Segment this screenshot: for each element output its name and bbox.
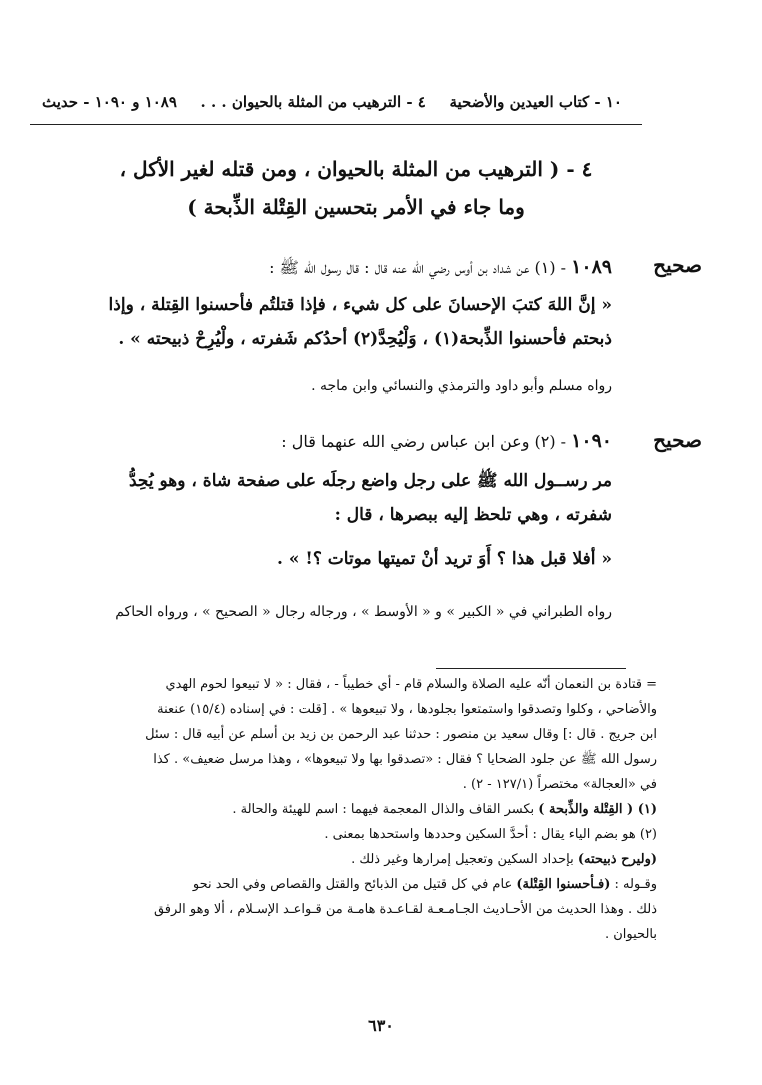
hadith-1090-text bbox=[40, 464, 612, 576]
hadith-1090-line-1: مر رســول الله ﷺ على رجل واضع رجلَه على صفحة شاة ، وهو يُحِدُّ bbox=[128, 471, 612, 491]
header-hadith-range: ١٠٨٩ و ١٠٩٠ - حديث bbox=[42, 93, 177, 111]
chapter-title bbox=[90, 150, 622, 226]
grade-label-1089: صحيح bbox=[653, 253, 702, 277]
footnote-4-text: عام في كل قتيل من الذبائح والقتل والقصاص وفي الحد نحو bbox=[192, 877, 513, 892]
hadith-1089-intro bbox=[60, 252, 612, 283]
hadith-1090-line-2: شفرته ، وهي تلحظ إليه ببصرها ، قال : bbox=[334, 505, 612, 525]
hadith-1090-intro bbox=[60, 426, 612, 457]
footnote-cont-line-3: ابن جريج . قال :] وقال سعيد بن منصور : حدثنا عبد الرحمن بن زيد بن أسلم عن أبيه قال : سئل bbox=[145, 727, 657, 742]
chapter-title-line-2: وما جاء في الأمر بتحسين القِتْلة الذِّبحة ) bbox=[187, 195, 525, 219]
hadith-number-1090: ١٠٩٠ bbox=[571, 430, 612, 452]
hadith-1089-line-1: « إنَّ اللهَ كتبَ الإحسانَ على كل شيء ، فإذا قتلتُم فأحسنوا القِتلة ، وإذا bbox=[108, 295, 612, 315]
header-book-chapter: ١٠ - كتاب العيدين والأضحية bbox=[449, 93, 622, 111]
footnote-2: (٢) هو بضم الياء يقال : أحدَّ السكين وحددها واستحدها بمعنى . bbox=[324, 827, 657, 842]
page-number: ٦٣٠ bbox=[368, 1016, 394, 1035]
hadith-1089-line-2: ذبحتم فأحسنوا الذِّبحة(١) ، وَلْيُحِدَّ(٢) أحدُكم شَفرته ، ولْيُرِحْ ذبيحته » . bbox=[118, 329, 612, 349]
chapter-title-line-1: ٤ - ( الترهيب من المثلة بالحيوان ، ومن قتله لغير الأكل ، bbox=[119, 157, 593, 181]
hadith-1089-isnad: - (١) عن شداد بن أوس رضي الله عنه قال : قال رسول الله ﷺ : bbox=[269, 258, 567, 277]
footnote-4-line-2: ذلك . وهذا الحديث من الأحـاديث الجـامـعـة لقـاعـدة هامـة من قـواعـد الإسـلام ، ألا وهو الرفق bbox=[153, 902, 657, 917]
footnote-4 bbox=[40, 872, 657, 897]
footnotes bbox=[40, 672, 657, 947]
footnote-4-term: (فـأحسنوا القِتْلة) bbox=[516, 877, 611, 892]
footnote-3-term: (وليرح ذبيحته) bbox=[577, 852, 657, 867]
footnote-3-text: بإحداد السكين وتعجيل إمرارها وغير ذلك . bbox=[351, 852, 574, 867]
footnote-cont-line-2: والأضاحي ، وكلوا وتصدقوا واستمتعوا بجلودها ، ولا تبيعوها » . [قلت : في إسناده (١٥/٤) عنعنة bbox=[157, 702, 657, 717]
hadith-1089-source: رواه مسلم وأبو داود والترمذي والنسائي وابن ماجه . bbox=[311, 378, 612, 394]
footnote-cont-line-5: في «العجالة» مختصراً (١٢٧/١ - ٢) . bbox=[462, 777, 657, 792]
footnote-cont-line-1: = قتادة بن النعمان أنّه عليه الصلاة والسلام قام - أي خطيباً - ، فقال : « لا تبيعوا لحوم الهدي bbox=[165, 677, 657, 692]
header-divider bbox=[30, 124, 642, 125]
footnote-4-prefix: وقـوله : bbox=[614, 877, 657, 892]
footnote-divider bbox=[436, 668, 626, 669]
running-header bbox=[42, 90, 622, 114]
hadith-1090-line-3: « أفلا قبل هذا ؟ أَوَ تريد أنْ تميتها موتات ؟! » . bbox=[277, 549, 612, 569]
hadith-1090-source: رواه الطبراني في « الكبير » و « الأوسط » ، ورجاله رجال « الصحيح » ، ورواه الحاكم bbox=[115, 604, 612, 620]
header-section: ٤ - الترهيب من المثلة بالحيوان . . . bbox=[200, 93, 426, 111]
grade-label-1090: صحيح bbox=[653, 428, 702, 452]
footnote-1-text: بكسر القاف والذال المعجمة فيهما : اسم للهيئة والحالة . bbox=[232, 802, 535, 817]
footnote-cont-line-4: رسول الله ﷺ عن جلود الضحايا ؟ فقال : «تصدقوا بها ولا تبيعوها» ، وهذا مرسل ضعيف» . كذا bbox=[153, 752, 657, 767]
hadith-1089-text bbox=[40, 288, 612, 356]
footnote-4-line-3: بالحيوان . bbox=[605, 927, 657, 942]
footnote-3 bbox=[40, 847, 657, 872]
footnote-1 bbox=[40, 797, 657, 822]
hadith-number-1089: ١٠٨٩ bbox=[571, 256, 612, 278]
footnote-1-term: (١) ( القِتْلة والذِّبحة ) bbox=[538, 802, 657, 817]
hadith-1090-isnad: - (٢) وعن ابن عباس رضي الله عنهما قال : bbox=[281, 432, 567, 451]
